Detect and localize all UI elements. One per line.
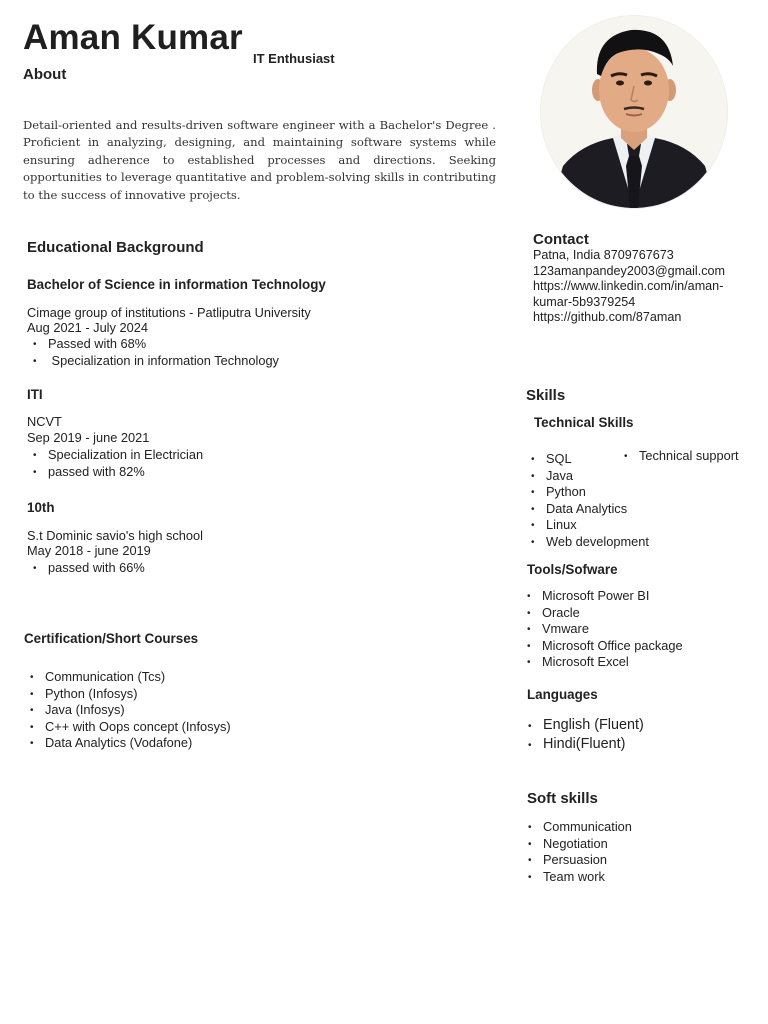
list-item: • passed with 82% <box>27 464 203 481</box>
bsc-title: Bachelor of Science in information Technology <box>27 277 326 292</box>
list-item: • Web development <box>527 534 649 551</box>
technical-skills-extra <box>618 448 739 465</box>
contact-linkedin-cont[interactable]: kumar-5b9379254 <box>533 294 636 309</box>
iti-institution: NCVT <box>27 414 62 429</box>
list-item: • Python (Infosys) <box>24 686 231 703</box>
list-item: • Data Analytics <box>527 501 649 518</box>
soft-skills-list <box>522 819 632 885</box>
list-item: • Microsoft Power BI <box>523 588 683 605</box>
languages-heading: Languages <box>527 687 598 702</box>
list-item: • Oracle <box>523 605 683 622</box>
list-item: • Linux <box>527 517 649 534</box>
certifications-list <box>24 669 231 752</box>
about-heading: About <box>23 66 67 83</box>
technical-skills-heading: Technical Skills <box>534 415 634 430</box>
bsc-dates: Aug 2021 - July 2024 <box>27 320 148 335</box>
list-item: • passed with 66% <box>27 560 145 577</box>
list-item: • English (Fluent) <box>522 716 644 735</box>
profile-photo <box>541 16 727 208</box>
list-item: • SQL <box>527 451 649 468</box>
tenth-title: 10th <box>27 500 55 515</box>
list-item: • C++ with Oops concept (Infosys) <box>24 719 231 736</box>
list-item: • Passed with 68% <box>27 336 279 353</box>
languages-list <box>522 716 644 754</box>
list-item: • Communication <box>522 819 632 836</box>
list-item: • Data Analytics (Vodafone) <box>24 735 231 752</box>
list-item: • Team work <box>522 869 632 886</box>
list-item: • Python <box>527 484 649 501</box>
tenth-institution: S.t Dominic savio's high school <box>27 528 203 543</box>
candidate-role: IT Enthusiast <box>253 51 335 66</box>
contact-linkedin[interactable]: https://www.linkedin.com/in/aman- <box>533 279 724 294</box>
list-item: • Negotiation <box>522 836 632 853</box>
list-item: • Java (Infosys) <box>24 702 231 719</box>
iti-dates: Sep 2019 - june 2021 <box>27 430 150 445</box>
contact-section <box>533 231 725 326</box>
list-item: • Microsoft Office package <box>523 638 683 655</box>
contact-github[interactable]: https://github.com/87aman <box>533 310 682 325</box>
iti-title: ITI <box>27 387 43 402</box>
tenth-points <box>27 560 145 577</box>
soft-skills-heading: Soft skills <box>527 790 598 807</box>
contact-heading: Contact <box>533 231 589 248</box>
list-item: • Communication (Tcs) <box>24 669 231 686</box>
skills-heading: Skills <box>526 387 566 404</box>
list-item: • Specialization in information Technology <box>27 353 279 370</box>
candidate-name: Aman Kumar <box>23 18 243 57</box>
education-heading: Educational Background <box>27 239 204 256</box>
contact-location-phone: Patna, India 8709767673 <box>533 248 674 262</box>
tools-heading: Tools/Sofware <box>527 562 618 577</box>
bsc-points <box>27 336 279 369</box>
bsc-institution: Cimage group of institutions - Patliputra University <box>27 305 311 320</box>
list-item: • Persuasion <box>522 852 632 869</box>
tools-list <box>523 588 683 671</box>
iti-points <box>27 447 203 480</box>
tenth-dates: May 2018 - june 2019 <box>27 543 151 558</box>
contact-email[interactable]: 123amanpandey2003@gmail.com <box>533 263 726 278</box>
list-item: • Technical support <box>618 448 739 465</box>
person-portrait-icon <box>541 16 727 208</box>
list-item: • Vmware <box>523 621 683 638</box>
list-item: • Microsoft Excel <box>523 654 683 671</box>
certifications-heading: Certification/Short Courses <box>24 631 199 646</box>
list-item: • Java <box>527 468 649 485</box>
technical-skills-list <box>527 451 649 551</box>
list-item: • Hindi(Fluent) <box>522 735 644 754</box>
list-item: • Specialization in Electrician <box>27 447 203 464</box>
about-text: Detail-oriented and results-driven software engineer with a Bachelor's Degree . Proficient in analyzing, designing, and maintaining software systems while ensuring adherence to established processes and directions. Seeking opportunities to leverage quantitative and problem-solving skills in contributing to the success of innovative projects. <box>23 118 496 202</box>
